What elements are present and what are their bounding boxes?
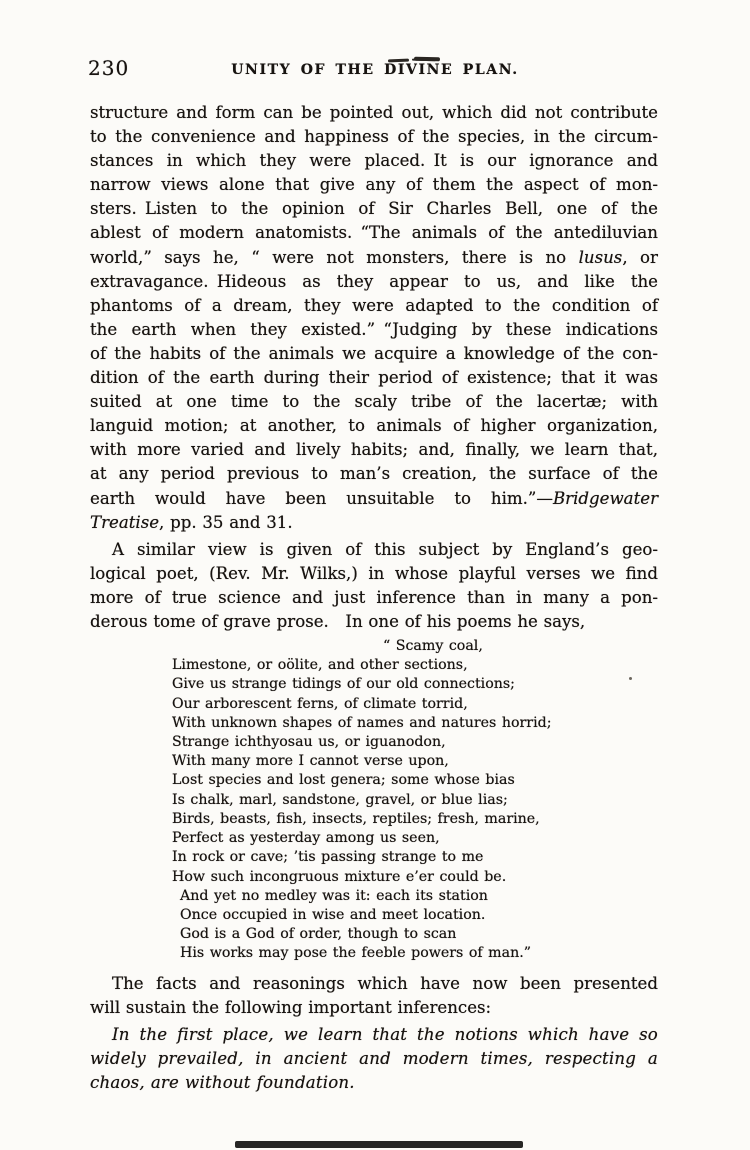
text-line: Strange ichthyosau us, or iguanodon,	[172, 734, 446, 751]
text-line: How such incongruous mixture e’er could be.	[172, 868, 507, 885]
page-number: 230	[88, 56, 130, 80]
text-line: Once occupied in wise and meet location.	[180, 906, 486, 923]
poem-wilks-verse	[172, 637, 658, 963]
running-title: UNITY OF THE DIVINE PLAN.	[231, 62, 519, 78]
text-line: Our arborescent ferns, of climate torrid,	[172, 695, 468, 712]
text-line: the earth when they existed.” “Judging by these indications	[90, 319, 658, 339]
page-header	[0, 55, 750, 81]
paragraph-bell-quote	[90, 101, 658, 535]
text-line: more of true science and just inference than in many a pon-	[90, 587, 658, 607]
text-line: sters. Listen to the opinion of Sir Charles Bell, one of the	[90, 199, 658, 219]
text-line: In rock or cave; ’tis passing strange to me	[172, 849, 484, 866]
text-line: Is chalk, marl, sandstone, gravel, or blue lias;	[172, 791, 508, 808]
text-line: logical poet, (Rev. Mr. Wilks,) in whose playful verses we find	[90, 563, 658, 583]
text-line: Lost species and lost genera; some whose bias	[172, 772, 515, 789]
page-text	[90, 101, 658, 1095]
paragraph-wilks-intro	[90, 538, 658, 634]
text-line: widely prevailed, in ancient and modern times, respecting a	[90, 1048, 658, 1068]
text-line: languid motion; at another, to animals of higher organization,	[90, 416, 658, 436]
text-line: will sustain the following important inferences:	[90, 997, 492, 1017]
text-line: ablest of modern anatomists. “The animals of the antediluvian	[90, 223, 658, 243]
text-line: And yet no medley was it: each its station	[180, 887, 488, 904]
text-line: chaos, are without foundation.	[90, 1072, 355, 1092]
text-line: earth would have been unsuitable to him.”—Bridgewater	[90, 488, 658, 508]
text-line: With unknown shapes of names and natures horrid;	[172, 714, 552, 731]
text-line: Limestone, or oölite, and other sections,	[172, 657, 468, 674]
text-line: With many more I cannot verse upon,	[172, 753, 449, 770]
text-line: at any period previous to man’s creation, the surface of the	[90, 464, 658, 484]
text-line: narrow views alone that give any of them the aspect of mon-	[90, 175, 658, 195]
text-line: “ Scamy coal,	[383, 638, 483, 655]
text-line: derous tome of grave prose. In one of his poems he says,	[90, 611, 586, 631]
text-line: suited at one time to the scaly tribe of the lacertæ; with	[90, 392, 658, 412]
text-line: Treatise, pp. 35 and 31.	[90, 512, 293, 532]
text-line: In the first place, we learn that the notions which have so	[112, 1024, 658, 1044]
text-line: dition of the earth during their period of existence; that it was	[90, 368, 658, 388]
text-line: Perfect as yesterday among us seen,	[172, 830, 440, 847]
text-line: phantoms of a dream, they were adapted to the condition of	[90, 295, 658, 315]
text-line: extravagance. Hideous as they appear to us, and like the	[90, 271, 658, 291]
text-line: A similar view is given of this subject by England’s geo-	[112, 539, 658, 559]
ink-smudge-icon	[414, 57, 440, 62]
paragraph-inferences-intro	[90, 972, 658, 1020]
text-line: His works may pose the feeble powers of man.”	[180, 945, 531, 962]
text-line: of the habits of the animals we acquire a knowledge of the con-	[90, 343, 658, 363]
text-line: God is a God of order, though to scan	[180, 926, 457, 943]
text-line: Give us strange tidings of our old connections;	[172, 676, 515, 693]
text-line: structure and form can be pointed out, which did not contribute	[90, 103, 658, 122]
text-line: stances in which they were placed. It is our ignorance and	[90, 151, 658, 171]
text-line: with more varied and lively habits; and, finally, we learn that,	[90, 440, 658, 460]
text-line: The facts and reasonings which have now been presented	[112, 973, 658, 993]
text-line: to the convenience and happiness of the species, in the circum-	[90, 127, 658, 147]
scan-artifact-bar	[235, 1141, 523, 1148]
paragraph-first-inference	[90, 1023, 658, 1095]
text-line: world,” says he, “ were not monsters, there is no lusus, or	[90, 247, 658, 267]
text-line: Birds, beasts, fish, insects, reptiles; fresh, marine,	[172, 810, 540, 827]
